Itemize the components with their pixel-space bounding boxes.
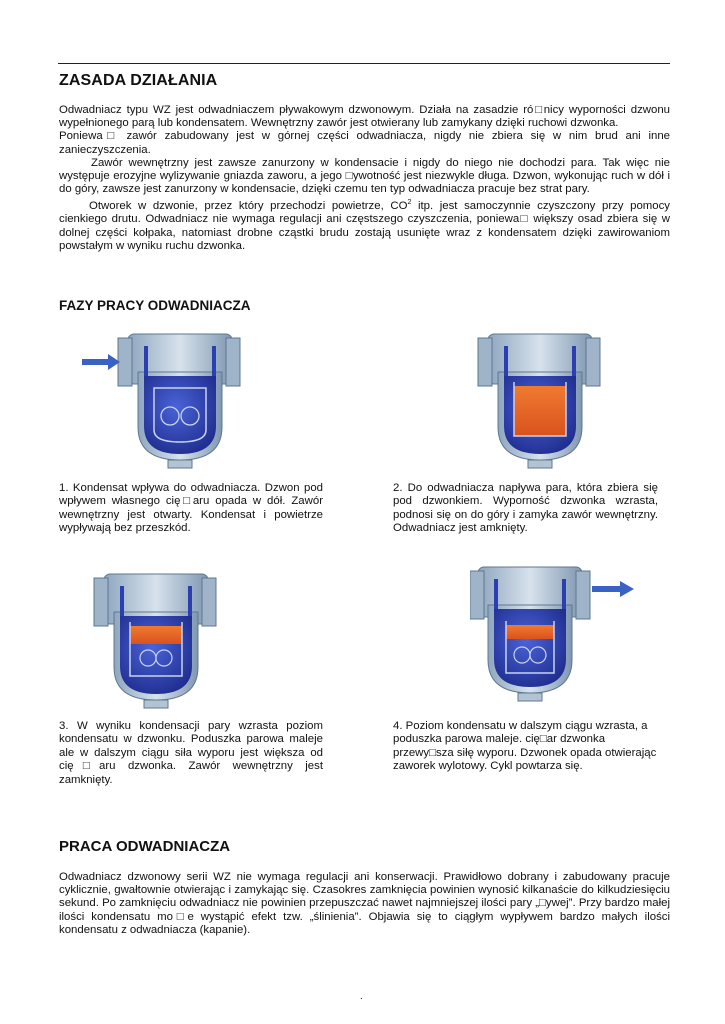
principle-paragraph-4-part-a: Otworek w dzwonie, przez który przechodzi powietrze, CO — [89, 200, 408, 213]
top-rule — [58, 63, 670, 64]
section-title-operation: PRACA ODWADNIACZA — [59, 838, 231, 855]
steam-in-bell — [514, 386, 566, 436]
phase-1-caption: 1. Kondensat wpływa do odwadniacza. Dzwon pod wpływem własnego cię□aru opada w dół. Zawór wewnętrzny jest otwarty. Kondensat i powietrze wypływają bez przeszkód. — [59, 482, 323, 535]
principle-paragraph-4 — [59, 196, 670, 253]
steam-trap-figure-3 — [86, 572, 226, 712]
section-title-phases: FAZY PRACY ODWADNIACZA — [59, 298, 251, 313]
inlet-flange — [118, 338, 132, 386]
steam-trap-figure-1 — [80, 332, 250, 472]
steam-trap-figure-2 — [470, 332, 610, 472]
operation-text — [59, 871, 670, 937]
footer-mark: . — [360, 991, 363, 1002]
section-title-principle: ZASADA DZIAŁANIA — [59, 72, 218, 89]
phase-2-caption: 2. Do odwadniacza napływa para, która zbiera się pod dzwonkiem. Wyporność dzwonka wzrasta, podnosi się on do góry i zamyka zawór wewnętrzny. Odwadniacz jest amknięty. — [393, 482, 658, 535]
steam-cushion — [506, 625, 554, 639]
phase-4-caption: 4. Poziom kondensatu w dalszym ciągu wzrasta, a poduszka parowa maleje. cię□ar dzwonka przewy□sza siłę wyporu. Dzwonek opada otwierając zaworek wylotowy. Cykl powtarza się. — [393, 720, 657, 773]
principle-text — [59, 104, 670, 253]
steam-cushion — [130, 626, 182, 644]
principle-paragraph-2: Poniewa□ zawór zabudowany jest w górnej części odwadniacza, nigdy nie zbiera się w nim brud ani inne zanieczyszczenia. — [59, 130, 670, 156]
principle-paragraph-3: Zawór wewnętrzny jest zawsze zanurzony w kondensacie i nigdy do niego nie dochodzi para. Tak więc nie występuje erozyjne wylizywanie gniazda zaworu, a jego □ywotność jest niezwykle długa. Dzwon, wykonując ruch w dół i do góry, zawsze jest zanurzony w kondensacie, dzięki czemu ten typ odwadniacza pracuje bez strat pary. — [59, 156, 670, 196]
phase-3-caption: 3. W wyniku kondensacji pary wzrasta poziom kondensatu w dzwonku. Poduszka parowa maleje ale w dalszym ciągu siła wyporu jest większa od cię□aru dzwonka. Zawór wewnętrzny jest zamknięty. — [59, 720, 323, 786]
outlet-flange — [226, 338, 240, 386]
principle-paragraph-1: Odwadniacz typu WZ jest odwadniaczem pływakowym dzwonowym. Działa na zasadzie ró□nicy wyporności dzwonu wypełnionego parą lub kondensatem. Wewnętrzny zawór jest otwierany lub zamykany dzięki ruchowi dzwonka. — [59, 104, 670, 130]
principle-paragraph-4-part-b: itp. jest samoczynnie czyszczony przy pomocy cienkiego drutu. Odwadniacz nie wymaga regulacji ani częstszego czyszczenia, poniewa□ większy osad zbiera się w dolnej części kołpaka, natomiast drobne cząstki brudu zostają usunięte wraz z kondensatem dzięki zawirowaniom powstałym w wyniku ruchu dzwonka. — [59, 200, 670, 252]
operation-paragraph: Odwadniacz dzwonowy serii WZ nie wymaga regulacji ani konserwacji. Prawidłowo dobrany i zabudowany pracuje cyklicznie, gwałtownie otwierając i zamykając się. Czasokres zamknięcia powinien wynosić kilkanaście do kilkudziesięciu sekund. Po zamknięciu odwadniacz nie powinien przepuszczać nawet najmniejszej ilości pary „□ywej”. Przy bardzo małej ilości kondensatu mo□e wystąpić efekt tzw. „ślinienia”. Objawia się to ciągłym wypływem bardzo małych ilości kondensatu z odwadniacza (kapanie). — [59, 871, 670, 936]
co2-subscript: 2 — [407, 199, 412, 207]
steam-trap-figure-4 — [470, 565, 640, 705]
